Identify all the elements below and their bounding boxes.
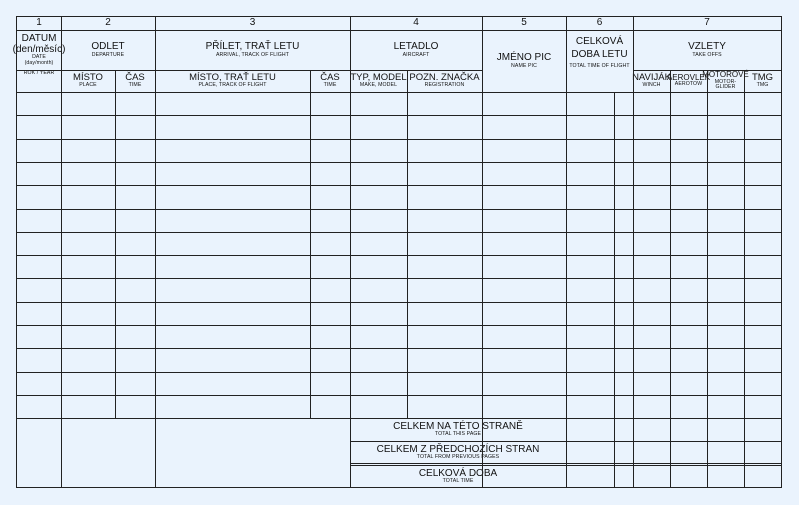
row-line bbox=[17, 115, 781, 116]
prev-label: CELKEM Z PŘEDCHOZÍCH STRAN bbox=[376, 443, 540, 455]
arrival-place-label: MÍSTO, TRAŤ LETU bbox=[189, 72, 276, 84]
col-line bbox=[350, 17, 351, 487]
row-line bbox=[17, 372, 781, 373]
tmg-en: TMG bbox=[756, 82, 769, 89]
row-line bbox=[17, 139, 781, 140]
grid-line bbox=[614, 92, 615, 487]
col-line bbox=[633, 17, 634, 487]
winch-label: NAVIJÁK bbox=[632, 72, 671, 84]
col-number-4: 4 bbox=[413, 16, 419, 28]
departure-place-en: PLACE bbox=[79, 82, 97, 89]
col-number-1: 1 bbox=[36, 16, 42, 28]
grid-line bbox=[707, 70, 708, 487]
prev-en: TOTAL FROM PREVIOUS PAGES bbox=[416, 454, 500, 461]
departure-title: ODLET bbox=[91, 41, 125, 53]
departure-header bbox=[61, 30, 155, 70]
total-label: CELKOVÁ DOBA bbox=[418, 467, 498, 479]
row-line bbox=[17, 278, 781, 279]
col-number-2: 2 bbox=[105, 16, 111, 28]
grid-line bbox=[670, 70, 671, 487]
summary-previous bbox=[350, 441, 566, 464]
row-line bbox=[17, 395, 781, 396]
grid-line bbox=[17, 92, 781, 93]
date-title-sub: (den/měsíc) bbox=[12, 43, 66, 55]
total-en: TOTAL TIME OF FLIGHT bbox=[569, 62, 630, 69]
arrival-title: PŘÍLET, TRAŤ LETU bbox=[205, 41, 300, 53]
date-en-sub: (day/month) bbox=[24, 59, 54, 66]
departure-place-label: MÍSTO bbox=[73, 72, 103, 84]
aircraft-type bbox=[350, 70, 407, 92]
total-title-2: DOBA LETU bbox=[571, 49, 628, 61]
winch-en: WINCH bbox=[642, 82, 661, 89]
arrival-en: ARRIVAL, TRACK OF FLIGHT bbox=[215, 51, 290, 58]
aircraft-type-en: MAKE, MODEL bbox=[359, 82, 398, 89]
total-title-1: CELKOVÁ bbox=[575, 35, 624, 47]
total-en-label: TOTAL TIME bbox=[442, 478, 474, 485]
aerotow-en: AEROTOW bbox=[674, 81, 703, 88]
arrival-place bbox=[155, 70, 310, 92]
motor-en: MOTOR-GLIDER bbox=[714, 78, 737, 91]
aircraft-title: LETADLO bbox=[393, 41, 439, 53]
grid-line bbox=[17, 70, 61, 71]
arrival-header bbox=[155, 30, 350, 70]
row-line bbox=[17, 255, 781, 256]
departure-en: DEPARTURE bbox=[91, 51, 125, 58]
row-line bbox=[17, 325, 781, 326]
grid-line bbox=[61, 70, 350, 71]
date-header bbox=[12, 30, 66, 70]
summary-total bbox=[350, 465, 566, 488]
aircraft-reg-en: REGISTRATION bbox=[424, 82, 465, 89]
grid-line bbox=[115, 70, 116, 418]
arrival-time-en: TIME bbox=[323, 82, 337, 89]
grid-line bbox=[350, 70, 482, 71]
row-line bbox=[17, 232, 781, 233]
logbook-grid bbox=[12, 16, 782, 488]
aircraft-en: AIRCRAFT bbox=[402, 51, 430, 58]
arrival-place-en: PLACE, TRACK OF FLIGHT bbox=[198, 82, 267, 89]
grid-line bbox=[310, 70, 311, 418]
col-line bbox=[155, 17, 156, 487]
arrival-time-label: ČAS bbox=[320, 72, 340, 84]
year-label bbox=[17, 70, 61, 78]
row-line bbox=[17, 185, 781, 186]
this-page-en: TOTAL THIS PAGE bbox=[434, 431, 482, 438]
col-line bbox=[61, 17, 62, 487]
col-number-3: 3 bbox=[249, 16, 256, 28]
col-number-6: 6 bbox=[596, 16, 603, 28]
takeoff-tmg bbox=[744, 70, 781, 92]
grid-line bbox=[744, 70, 745, 487]
aerotow-label: AEROVLEK bbox=[666, 73, 711, 83]
total-time-header bbox=[566, 30, 633, 76]
col-line bbox=[482, 17, 483, 487]
takeoff-motor bbox=[702, 70, 749, 92]
row-line bbox=[17, 162, 781, 163]
this-page-label: CELKEM NA TÉTO STRANĚ bbox=[393, 420, 523, 432]
takeoffs-title: VZLETY bbox=[688, 41, 726, 53]
aircraft-reg bbox=[407, 70, 482, 92]
pic-header bbox=[482, 30, 566, 92]
departure-time-label: ČAS bbox=[125, 72, 145, 84]
takeoff-winch bbox=[633, 70, 670, 92]
aircraft-header bbox=[350, 30, 482, 70]
row-line bbox=[17, 302, 781, 303]
grid-line bbox=[407, 70, 408, 418]
pic-title: JMÉNO PIC bbox=[496, 52, 552, 64]
row-line bbox=[17, 209, 781, 210]
row-line bbox=[17, 348, 781, 349]
departure-time bbox=[115, 70, 155, 92]
grid-line bbox=[17, 30, 781, 31]
summary-this-page bbox=[350, 418, 566, 441]
date-title: DATUM bbox=[21, 33, 57, 45]
takeoffs-en: TAKE OFFS bbox=[692, 51, 722, 58]
tmg-label: TMG bbox=[751, 72, 774, 84]
date-en: DATE bbox=[32, 54, 46, 61]
aircraft-reg-label: POZN. ZNAČKA bbox=[409, 72, 480, 84]
departure-place bbox=[61, 70, 115, 92]
col-number-7: 7 bbox=[704, 16, 710, 28]
col-line bbox=[566, 17, 567, 487]
takeoffs-header bbox=[633, 30, 781, 70]
year-text: ROK / YEAR bbox=[23, 70, 55, 77]
row-line bbox=[17, 418, 781, 419]
motor-label: MOTOROVÉ bbox=[702, 70, 749, 80]
arrival-time bbox=[310, 70, 350, 92]
departure-time-en: TIME bbox=[128, 82, 142, 89]
aircraft-type-label: TYP, MODEL bbox=[350, 72, 407, 84]
col-number-5: 5 bbox=[521, 16, 527, 28]
pic-en: NAME PIC bbox=[511, 62, 537, 69]
